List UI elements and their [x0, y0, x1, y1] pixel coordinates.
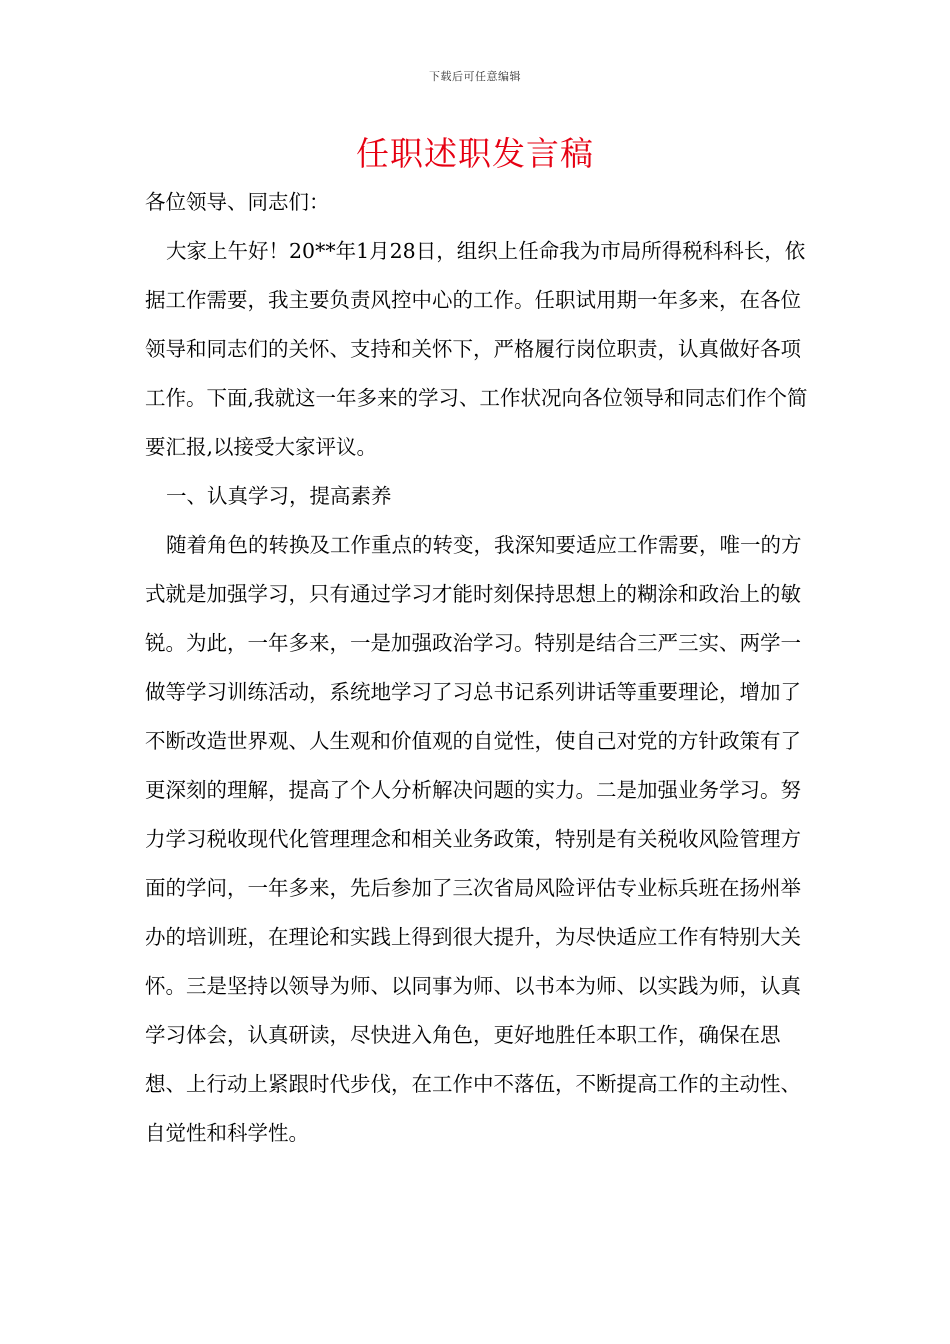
header-note: 下载后可任意编辑: [429, 70, 521, 83]
paragraph-2: 随着角色的转换及工作重点的转变，我深知要适应工作需要，唯一的方式就是加强学习，只有通过学习才能时刻保持思想上的糊涂和政治上的敏锐。为此，一年多来，一是加强政治学习。特别是结合三严三实、两学一做等学习训练活动，系统地学习了习总书记系列讲话等重要理论，增加了不断改造世界观、人生观和价值观的自觉性，使自己对党的方针政策有了更深刻的理解，提高了个人分析解决问题的实力。二是加强业务学习。努力学习税收现代化管理理念和相关业务政策，特别是有关税收风险管理方面的学问，一年多来，先后参加了三次省局风险评估专业标兵班在扬州举办的培训班，在理论和实践上得到很大提升，为尽快适应工作有特别大关怀。三是坚持以领导为师、以同事为师、以书本为师、以实践为师，认真学习体会，认真研读，尽快进入角色，更好地胜任本职工作，确保在思想、上行动上紧跟时代步伐，在工作中不落伍，不断提高工作的主动性、自觉性和科学性。: [145, 533, 802, 1145]
document-body: [145, 178, 815, 1158]
document-title: 任职述职发言稿: [356, 134, 594, 173]
section-1-heading: 一、认真学习，提高素养: [166, 484, 392, 508]
salutation: 各位领导、同志们：: [145, 190, 330, 214]
paragraph-1: 大家上午好！20**年1月28日，组织上任命我为市局所得税科科长，依据工作需要，我主要负责风控中心的工作。任职试用期一年多来，在各位领导和同志们的关怀、支持和关怀下，严格履行岗位职责，认真做好各项工作。下面,我就这一年多来的学习、工作状况向各位领导和同志们作个简要汇报,以接受大家评议。: [145, 239, 808, 459]
